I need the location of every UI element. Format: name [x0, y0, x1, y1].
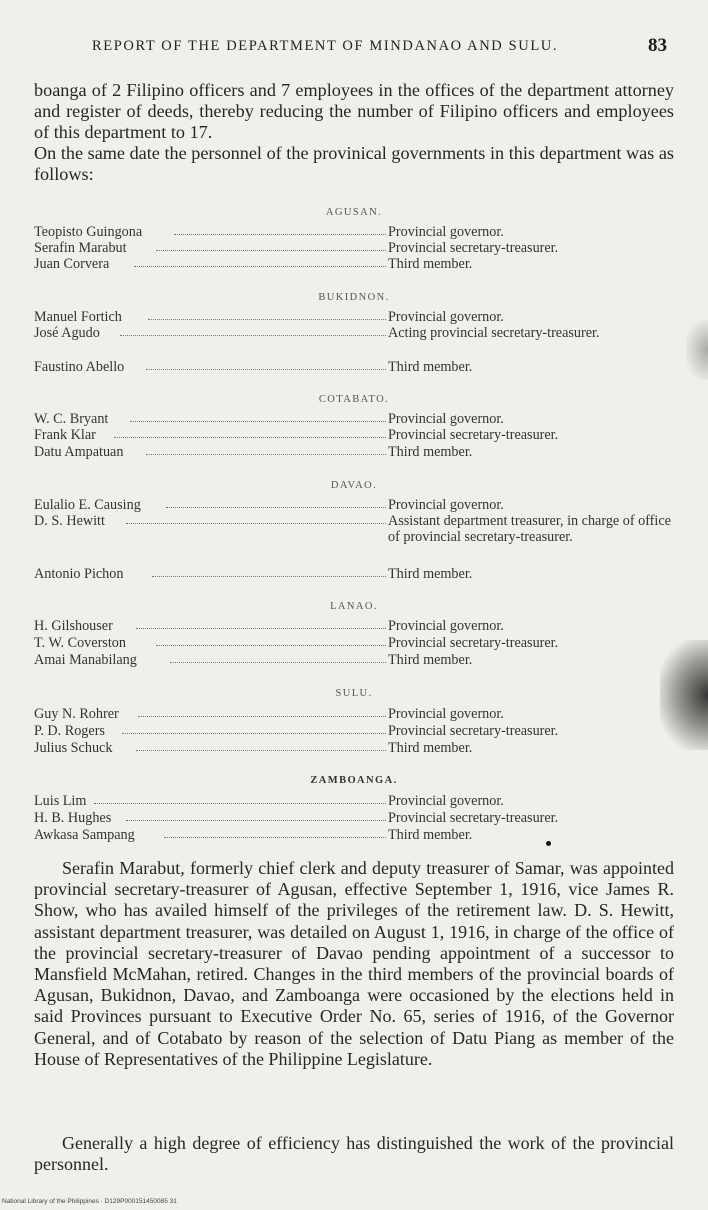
official-name: Juan Corvera	[34, 256, 110, 272]
official-title: Third member.	[388, 827, 473, 843]
dot-leader	[170, 662, 386, 663]
official-name: Datu Ampatuan	[34, 444, 124, 460]
table-row	[34, 497, 674, 514]
official-name: Faustino Abello	[34, 359, 125, 375]
dot-leader	[120, 335, 386, 336]
running-head: REPORT OF THE DEPARTMENT OF MINDANAO AND SULU.	[92, 38, 559, 54]
dot-leader	[146, 454, 386, 455]
table-row	[34, 706, 674, 723]
intro-paragraph-2	[34, 143, 674, 185]
official-name: Teopisto Guingona	[34, 224, 143, 240]
table-row	[34, 309, 674, 326]
dot-leader	[126, 820, 386, 821]
table-row	[34, 224, 674, 241]
intro-paragraph-2-text: On the same date the personnel of the provinical governments in this department was as follows:	[34, 143, 674, 184]
table-row	[34, 827, 674, 844]
dot-leader	[148, 319, 386, 320]
dot-leader	[130, 421, 386, 422]
dot-leader	[166, 507, 386, 508]
scan-credit: National Library of the Philippines · D129P000151450085 31	[2, 1198, 177, 1205]
official-name: P. D. Rogers	[34, 723, 105, 739]
official-name: Frank Klar	[34, 427, 96, 443]
dot-leader	[156, 645, 386, 646]
dot-leader	[114, 437, 386, 438]
dot-leader	[138, 716, 386, 717]
official-title: Provincial secretary-treasurer.	[388, 635, 559, 651]
official-title: Provincial governor.	[388, 618, 504, 634]
official-title: Provincial secretary-treasurer.	[388, 427, 559, 443]
table-row	[34, 618, 674, 635]
table-row	[34, 635, 674, 652]
table-row	[34, 427, 674, 444]
official-title: Provincial governor.	[388, 309, 504, 325]
dot-leader	[94, 803, 386, 804]
official-name: T. W. Coverston	[34, 635, 126, 651]
official-name: Awkasa Sampang	[34, 827, 135, 843]
official-title: Third member.	[388, 740, 473, 756]
official-title: Provincial governor.	[388, 224, 504, 240]
official-name: Julius Schuck	[34, 740, 113, 756]
dot-leader	[122, 733, 386, 734]
table-row	[34, 240, 674, 257]
table-row	[34, 740, 674, 757]
official-name: Manuel Fortich	[34, 309, 122, 325]
dot-leader	[126, 523, 386, 524]
official-title: Third member.	[388, 256, 473, 272]
province-heading-agusan: AGUSAN.	[325, 207, 383, 218]
official-name: H. Gilshouser	[34, 618, 113, 634]
official-name: Guy N. Rohrer	[34, 706, 119, 722]
official-name: Eulalio E. Causing	[34, 497, 141, 513]
page-header	[0, 35, 708, 68]
closing-paragraph-1: Serafin Marabut, formerly chief clerk and deputy treasurer of Samar, was appointed provincial secretary-treasurer of Agusan, effective September 1, 1916, vice James R. Show, who has availed himself of the privileges of the retirement law. D. S. Hewitt, assistant department treasurer, was detailed on August 1, 1916, in charge of the office of the provincial secretary-treasurer of Davao pending appointment of a successor to Mansfield McMahan, retired. Changes in the third members of the provincial boards of Agusan, Bukidnon, Davao, and Zamboanga were occasioned by the elections held in said Provinces pursuant to Executive Order No. 65, series of 1916, of the Governor General, and of Cotabato by reason of the selection of Datu Piang as member of the House of Representatives of the Philippine Legislature.	[34, 858, 674, 1069]
table-row	[34, 325, 674, 342]
official-name: W. C. Bryant	[34, 411, 109, 427]
official-name: Serafin Marabut	[34, 240, 127, 256]
official-name: Luis Lim	[34, 793, 87, 809]
scan-shadow	[660, 640, 708, 750]
dot-leader	[136, 750, 386, 751]
province-heading-davao: DAVAO.	[330, 480, 378, 491]
table-row	[34, 793, 674, 810]
official-title: Provincial governor.	[388, 411, 504, 427]
official-name: Antonio Pichon	[34, 566, 124, 582]
official-name: Amai Manabilang	[34, 652, 137, 668]
table-row	[34, 652, 674, 669]
official-title: Third member.	[388, 444, 473, 460]
province-heading-zamboanga: ZAMBOANGA.	[310, 775, 398, 786]
table-row	[34, 513, 674, 545]
table-row	[34, 566, 674, 583]
table-row	[34, 723, 674, 740]
official-title: Third member.	[388, 566, 473, 582]
official-title: Provincial governor.	[388, 793, 504, 809]
official-title: Provincial secretary-treasurer.	[388, 723, 559, 739]
dot-leader	[164, 837, 386, 838]
official-name: H. B. Hughes	[34, 810, 112, 826]
official-title: Provincial secretary-treasurer.	[388, 240, 559, 256]
official-title: Third member.	[388, 359, 473, 375]
official-title: Provincial secretary-treasurer.	[388, 810, 559, 826]
official-title: Provincial governor.	[388, 497, 504, 513]
intro-paragraph-1: boanga of 2 Filipino officers and 7 employees in the offices of the department attorney and register of deeds, thereby reducing the number of Filipino officers and employees of this department to 17.	[34, 80, 674, 142]
ink-speck	[546, 841, 551, 846]
province-heading-sulu: SULU.	[335, 688, 373, 699]
page-number: 83	[648, 35, 667, 56]
province-heading-bukidnon: BUKIDNON.	[318, 292, 390, 303]
table-row	[34, 411, 674, 428]
official-title: Third member.	[388, 652, 473, 668]
province-heading-lanao: LANAO.	[330, 601, 378, 612]
official-name: José Agudo	[34, 325, 100, 341]
table-row	[34, 256, 674, 273]
dot-leader	[146, 369, 386, 370]
dot-leader	[134, 266, 386, 267]
table-row	[34, 359, 674, 376]
official-name: D. S. Hewitt	[34, 513, 105, 529]
dot-leader	[152, 576, 386, 577]
official-title: Assistant department treasurer, in charge of office of provincial secretary-treasurer.	[388, 513, 671, 545]
dot-leader	[156, 250, 386, 251]
dot-leader	[136, 628, 386, 629]
official-title: Acting provincial secretary-treasurer.	[388, 325, 600, 341]
table-row	[34, 810, 674, 827]
official-title: Provincial governor.	[388, 706, 504, 722]
dot-leader	[174, 234, 386, 235]
province-heading-cotabato: COTABATO.	[318, 394, 390, 405]
scan-shadow-faint	[686, 320, 708, 380]
table-row	[34, 444, 674, 461]
closing-paragraph-2: Generally a high degree of efficiency has distinguished the work of the provincial personnel.	[34, 1133, 674, 1175]
